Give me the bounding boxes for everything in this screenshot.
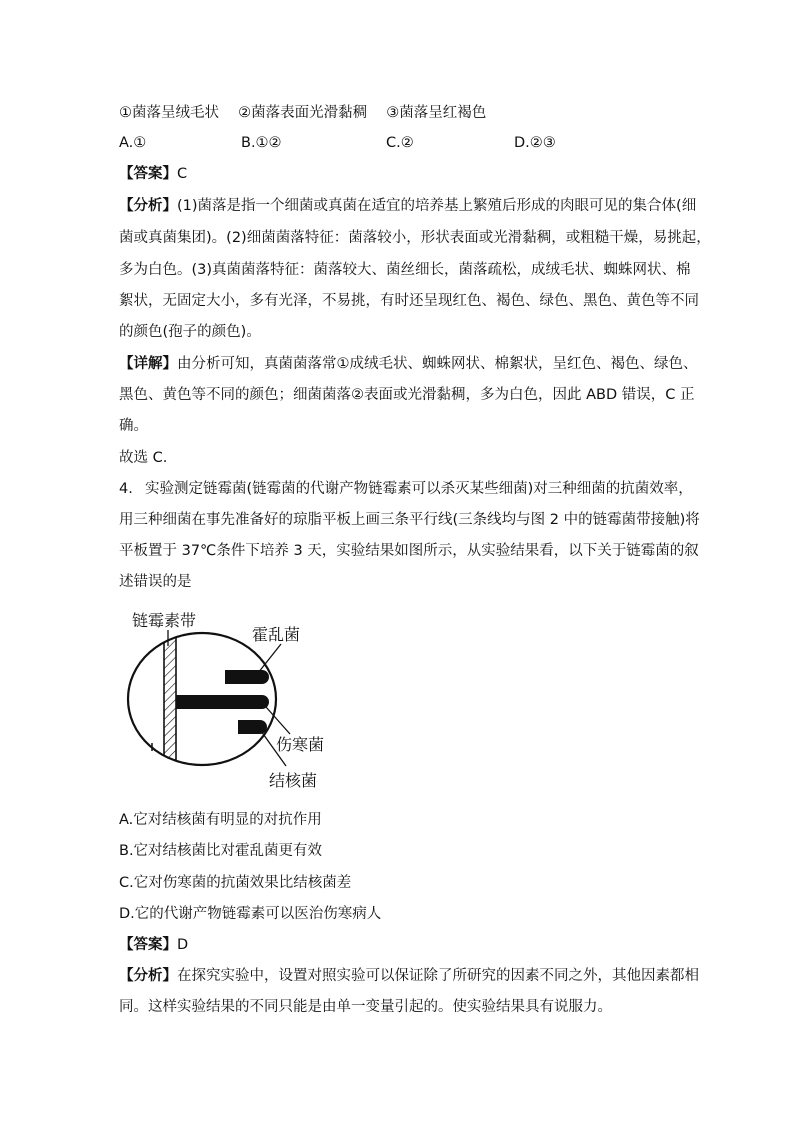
streptomycin-strip: [164, 624, 176, 774]
detail-text: 由分析可知，真菌菌落常①成绒毛状、蜘蛛网状、棉絮状，呈红色、褐色、绿色、: [177, 356, 698, 372]
label-tuberculosis: 结核菌: [269, 771, 318, 790]
q3-option-b: B.①②: [241, 135, 282, 151]
answer-tag: 【答案】: [119, 937, 177, 953]
q3-analysis-line-1: [119, 196, 696, 216]
detail-tag: 【详解】: [119, 356, 177, 372]
label-cholera: 霍乱菌: [252, 625, 301, 644]
petri-dish-figure: [118, 604, 358, 804]
q3-items-line: ①菌落呈绒毛状 ②菌落表面光滑黏稠 ③菌落呈红褐色: [119, 105, 487, 121]
question-number: 4.: [119, 481, 133, 497]
tuberculosis-streak: [176, 695, 269, 709]
q4-option-d: D.它的代谢产物链霉素可以医治伤寒病人: [119, 906, 382, 922]
label-streptomycin-strip: 链霉素带: [132, 611, 197, 630]
analysis-text: (1)菌落是指一个细菌或真菌在适宜的培养基上繁殖后形成的肉眼可见的集合体(细: [177, 198, 697, 214]
q4-stem-line-4: 述错误的是: [119, 574, 192, 590]
q3-detail-line-2: 黑色、黄色等不同的颜色；细菌菌落②表面或光滑黏稠，多为白色，因此 ABD 错误，C 正: [119, 387, 695, 403]
q3-detail-line-3: 确。: [119, 418, 148, 434]
q3-analysis-line-5: 的颜色(孢子的颜色)。: [119, 324, 261, 340]
q4-stem-line-3: 平板置于 37℃条件下培养 3 天，实验结果如图所示，从实验结果看，以下关于链霉菌的叙: [119, 543, 699, 559]
label-typhoid: 伤寒菌: [276, 735, 325, 754]
q3-detail-line-1: [119, 354, 698, 374]
q3-option-d: D.②③: [514, 135, 556, 151]
q4-option-a: A.它对结核菌有明显的对抗作用: [119, 812, 322, 828]
q3-analysis-line-2: 菌或真菌集团)。(2)细菌菌落特征：菌落较小，形状表面或光滑黏稠，或粗糙干燥，易挑起，: [119, 230, 711, 246]
analysis-tag: 【分析】: [119, 968, 177, 984]
q4-analysis-line-2: 同。这样实验结果的不同只能是由单一变量引起的。使实验结果具有说服力。: [119, 999, 612, 1015]
q3-analysis-line-4: 絮状，无固定大小，多有光泽，不易挑，有时还呈现红色、褐色、绿色、黑色、黄色等不同: [119, 293, 699, 309]
q3-option-c: C.②: [386, 135, 414, 151]
q3-analysis-line-3: 多为白色。(3)真菌菌落特征：菌落较大、菌丝细长，菌落疏松，成绒毛状、蜘蛛网状、棉: [119, 262, 691, 278]
answer-tag: 【答案】: [119, 166, 177, 182]
q4-analysis-line-1: [119, 966, 699, 986]
q4-option-b: B.它对结核菌比对霍乱菌更有效: [119, 843, 323, 859]
typhoid-streak: [238, 720, 267, 734]
q3-conclusion: 故选 C.: [119, 450, 168, 466]
q4-stem-line-2: 用三种细菌在事先准备好的琼脂平板上画三条平行线(三条线均与图 2 中的链霉菌带接触)将: [119, 512, 700, 528]
answer-value: D: [177, 937, 189, 953]
answer-value: C: [177, 166, 188, 182]
q4-answer-line: [119, 935, 188, 955]
q4-stem-line-1: [119, 479, 693, 499]
q4-stem-text: 实验测定链霉菌(链霉菌的代谢产物链霉素可以杀灭某些细菌)对三种细菌的抗菌效率，: [145, 481, 693, 497]
q3-option-a: A.①: [119, 135, 147, 151]
analysis-tag: 【分析】: [119, 198, 177, 214]
q4-option-c: C.它对伤寒菌的抗菌效果比结核菌差: [119, 875, 352, 891]
q3-answer-line: [119, 164, 187, 184]
typhoid-leader-line: [266, 707, 290, 734]
cholera-streak: [225, 670, 269, 684]
analysis-text: 在探究实验中，设置对照实验可以保证除了所研究的因素不同之外，其他因素都相: [177, 968, 699, 984]
